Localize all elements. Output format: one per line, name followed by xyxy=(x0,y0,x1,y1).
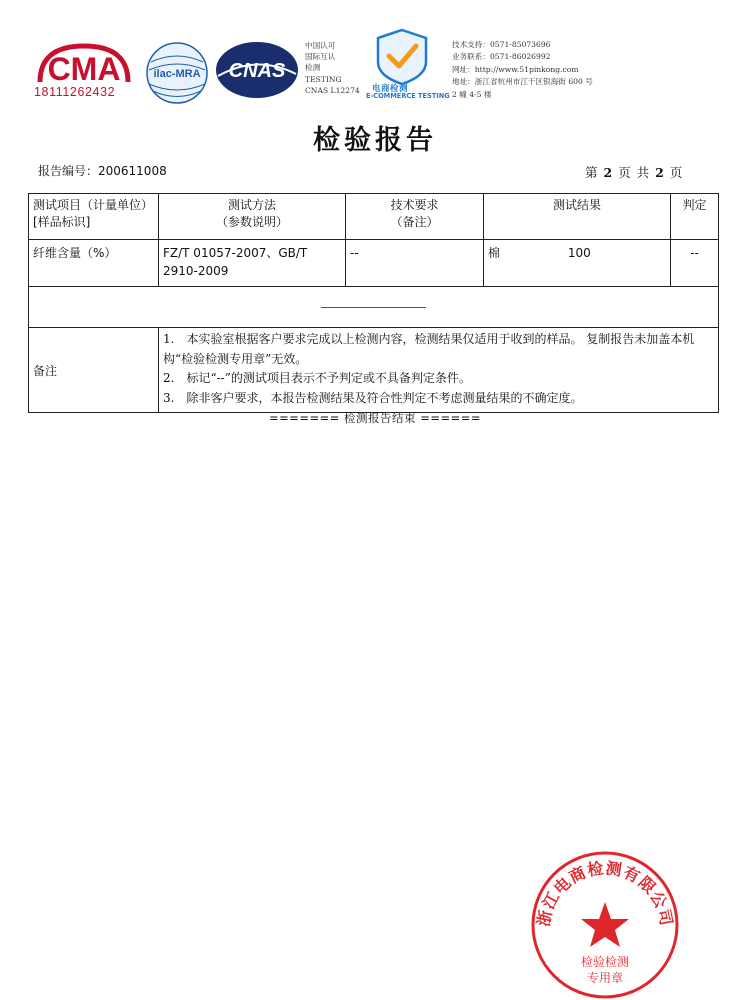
lab-accreditation-info xyxy=(305,40,360,96)
header-verdict: 判定 xyxy=(671,194,719,240)
test-results-table xyxy=(28,193,719,413)
lab-info-line: 国际互认 xyxy=(305,52,336,62)
seal-star-icon xyxy=(581,902,629,947)
cell-verdict: -- xyxy=(671,240,719,287)
lab-info-line: 检测 xyxy=(305,63,321,73)
header-method-line1: 测试方法 xyxy=(227,198,276,212)
cnas-logo-text: CNAS xyxy=(228,60,286,82)
page-total: 2 xyxy=(655,165,665,180)
header-requirement xyxy=(346,194,484,240)
seal-center-line2: 专用章 xyxy=(586,971,624,985)
lab-info-line: TESTING xyxy=(305,74,342,84)
notes-row xyxy=(29,328,719,413)
lab-info-line: CNAS L12274 xyxy=(305,85,360,95)
note-item: 3. 除非客户要求，本报告检测结果及符合性判定不考虑测量结果的不确定度。 xyxy=(163,390,583,405)
page-indicator xyxy=(585,163,683,181)
table-header-row xyxy=(29,194,719,240)
contact-business: 业务联系：0571-86026992 xyxy=(452,52,551,62)
cma-logo-text: CMA xyxy=(47,51,121,87)
contact-address-2: 2 幢 4-5 楼 xyxy=(452,89,492,99)
result-fiber: 棉 xyxy=(488,246,501,260)
header-requirement-line2: （备注） xyxy=(390,215,439,229)
page-mid: 页 共 xyxy=(618,165,651,180)
contact-info xyxy=(452,39,593,101)
header-item-line2: [样品标识] xyxy=(33,215,91,229)
cell-item: 纤维含量（%） xyxy=(29,240,159,287)
cell-result xyxy=(484,240,671,287)
seal-ring-text: 浙江电商检测有限公司 xyxy=(533,858,677,928)
header-method-line2: （参数说明） xyxy=(215,215,288,229)
report-end-line: ======= 检测报告结束 ====== xyxy=(268,411,482,425)
lab-info-line: 中国认可 xyxy=(305,41,336,50)
official-seal xyxy=(530,850,680,1000)
contact-website: 网址：http://www.51pinkong.com xyxy=(452,64,579,74)
separator-line xyxy=(321,307,426,308)
table-row xyxy=(29,240,719,287)
notes-cell xyxy=(159,328,719,413)
note-item: 2. 标记“--”的测试项目表示不予判定或不具备判定条件。 xyxy=(163,371,471,385)
ilac-mra-logo xyxy=(143,40,211,106)
header-requirement-line1: 技术要求 xyxy=(390,198,439,212)
cell-requirement: -- xyxy=(346,240,484,287)
header-item xyxy=(29,194,159,240)
contact-address: 地址：浙江省杭州市江干区银海街 600 号 xyxy=(452,77,593,87)
page-current: 2 xyxy=(603,165,614,180)
page-suffix: 页 xyxy=(669,165,684,180)
empty-cell xyxy=(29,287,719,328)
cnas-logo xyxy=(214,40,300,100)
header-item-line1: 测试项目（计量单位） xyxy=(33,198,154,212)
page-prefix: 第 xyxy=(585,165,599,180)
result-value: 100 xyxy=(567,246,591,260)
note-item: 1. 本实验室根据客户要求完成以上检测内容，检测结果仅适用于收到的样品。 复制报告未加盖本机构“检验检测专用章”无效。 xyxy=(163,332,695,366)
ec-testing-en: E-COMMERCE TESTING xyxy=(366,92,450,100)
contact-support: 技术支持：0571-85073696 xyxy=(452,40,551,49)
document-title: 检验报告 xyxy=(313,125,437,156)
ec-testing-cn: 电商检测 xyxy=(372,84,409,94)
seal-center-line1: 检验检测 xyxy=(580,955,630,969)
cell-method: FZ/T 01057-2007、GB/T 2910-2009 xyxy=(159,240,346,287)
header-result: 测试结果 xyxy=(484,194,671,240)
table-empty-row xyxy=(29,287,719,328)
report-number: 报告编号：200611008 xyxy=(38,164,167,178)
cma-phone: 18111262432 xyxy=(34,85,116,99)
ilac-logo-text: ilac-MRA xyxy=(153,68,201,80)
header-method xyxy=(159,194,346,240)
notes-label: 备注 xyxy=(29,328,159,413)
